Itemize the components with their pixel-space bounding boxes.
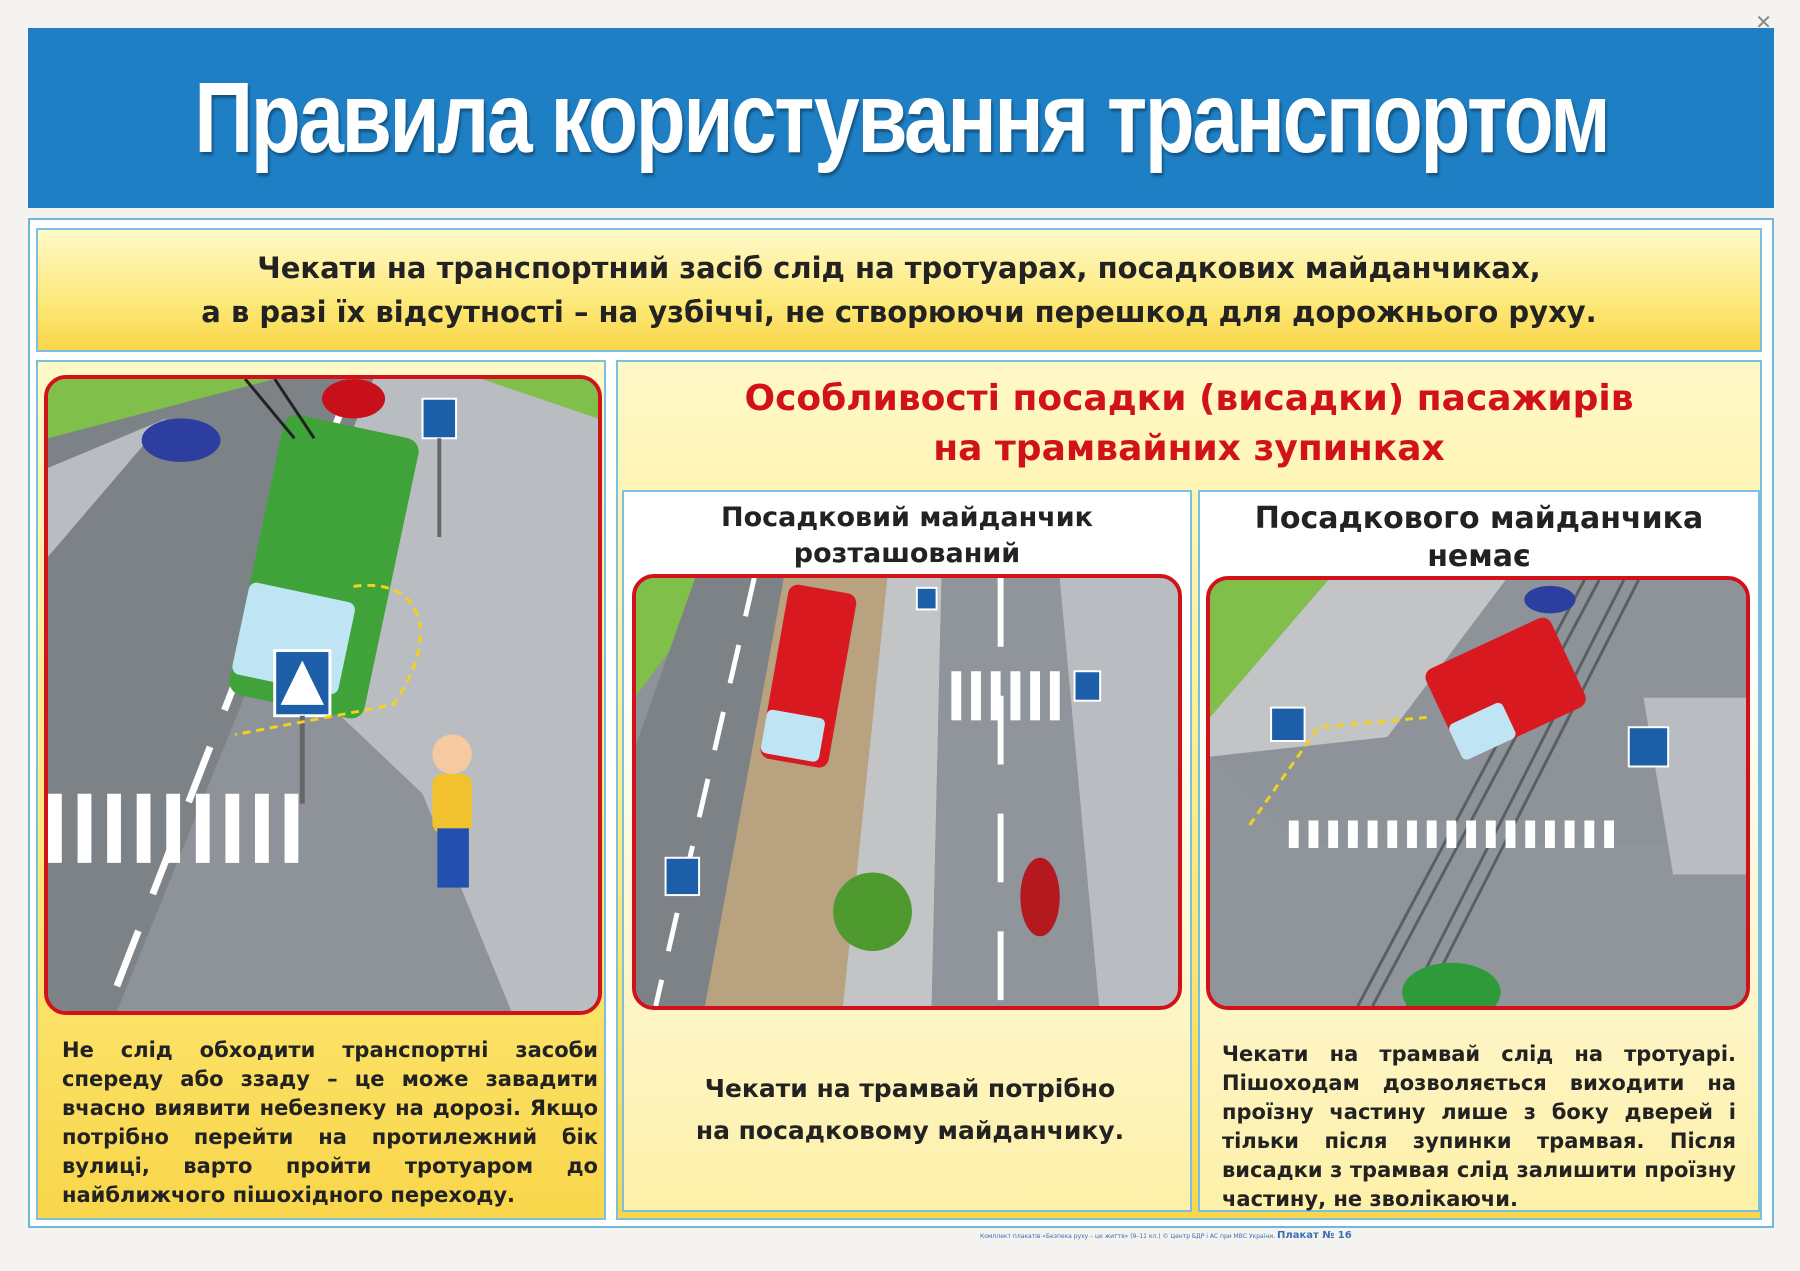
tram-section-title xyxy=(618,374,1760,474)
middle-caption-line-1: Чекати на трамвай потрібно xyxy=(704,1074,1116,1103)
tram-section-title-line-2: на трамвайних зупинках xyxy=(933,428,1445,469)
publisher-footer xyxy=(980,1232,1760,1241)
bus-stop-illustration xyxy=(44,375,602,1015)
middle-caption xyxy=(640,1068,1180,1152)
main-rule-line-2: а в разі їх відсутності – на узбіччі, не створюючи перешкод для дорожнього руху. xyxy=(201,295,1597,329)
no-platform-title xyxy=(1200,500,1758,576)
tram-no-platform-illustration xyxy=(1206,576,1750,1010)
main-rule-box xyxy=(36,228,1762,352)
middle-caption-line-2: на посадковому майданчику. xyxy=(695,1116,1125,1145)
no-platform-title-line-2: немає xyxy=(1427,539,1531,574)
left-caption: Не слід обходити транспортні засоби спереду або ззаду – це може завадити вчасно виявити небезпеку на дорозі. Якщо потрібно перейти на протилежний бік вулиці, варто пройти тротуаром до найближчого пішохідного переходу. xyxy=(62,1038,598,1207)
right-caption: Чекати на трамвай слід на тротуарі. Пішоходам дозволяється виходити на проїзну частину лише з боку дверей і тільки після зупинки трамвая. Після висадки з трамвая слід залишити проїзну частину, не зволікаючи. xyxy=(1222,1042,1736,1211)
main-rule-line-1: Чекати на транспортний засіб слід на тротуарах, посадкових майданчиках, xyxy=(257,251,1541,285)
platform-title-line-1: Посадковий майданчик розташований xyxy=(720,502,1094,569)
title-banner xyxy=(28,28,1774,208)
corner-pin-mark: ✕ xyxy=(1755,10,1772,34)
tram-section-title-line-1: Особливості посадки (висадки) пасажирів xyxy=(744,378,1634,419)
no-platform-title-line-1: Посадкового майданчика xyxy=(1254,501,1704,536)
footer-text: Комплект плакатів «Безпека руху – це життя» (9–11 кл.) © Центр БДР і АС при МВС України. xyxy=(980,1233,1276,1240)
page-title: Правила користування транспортом xyxy=(193,61,1609,174)
poster-number: Плакат № 16 xyxy=(1277,1230,1352,1241)
tram-platform-illustration xyxy=(632,574,1182,1010)
